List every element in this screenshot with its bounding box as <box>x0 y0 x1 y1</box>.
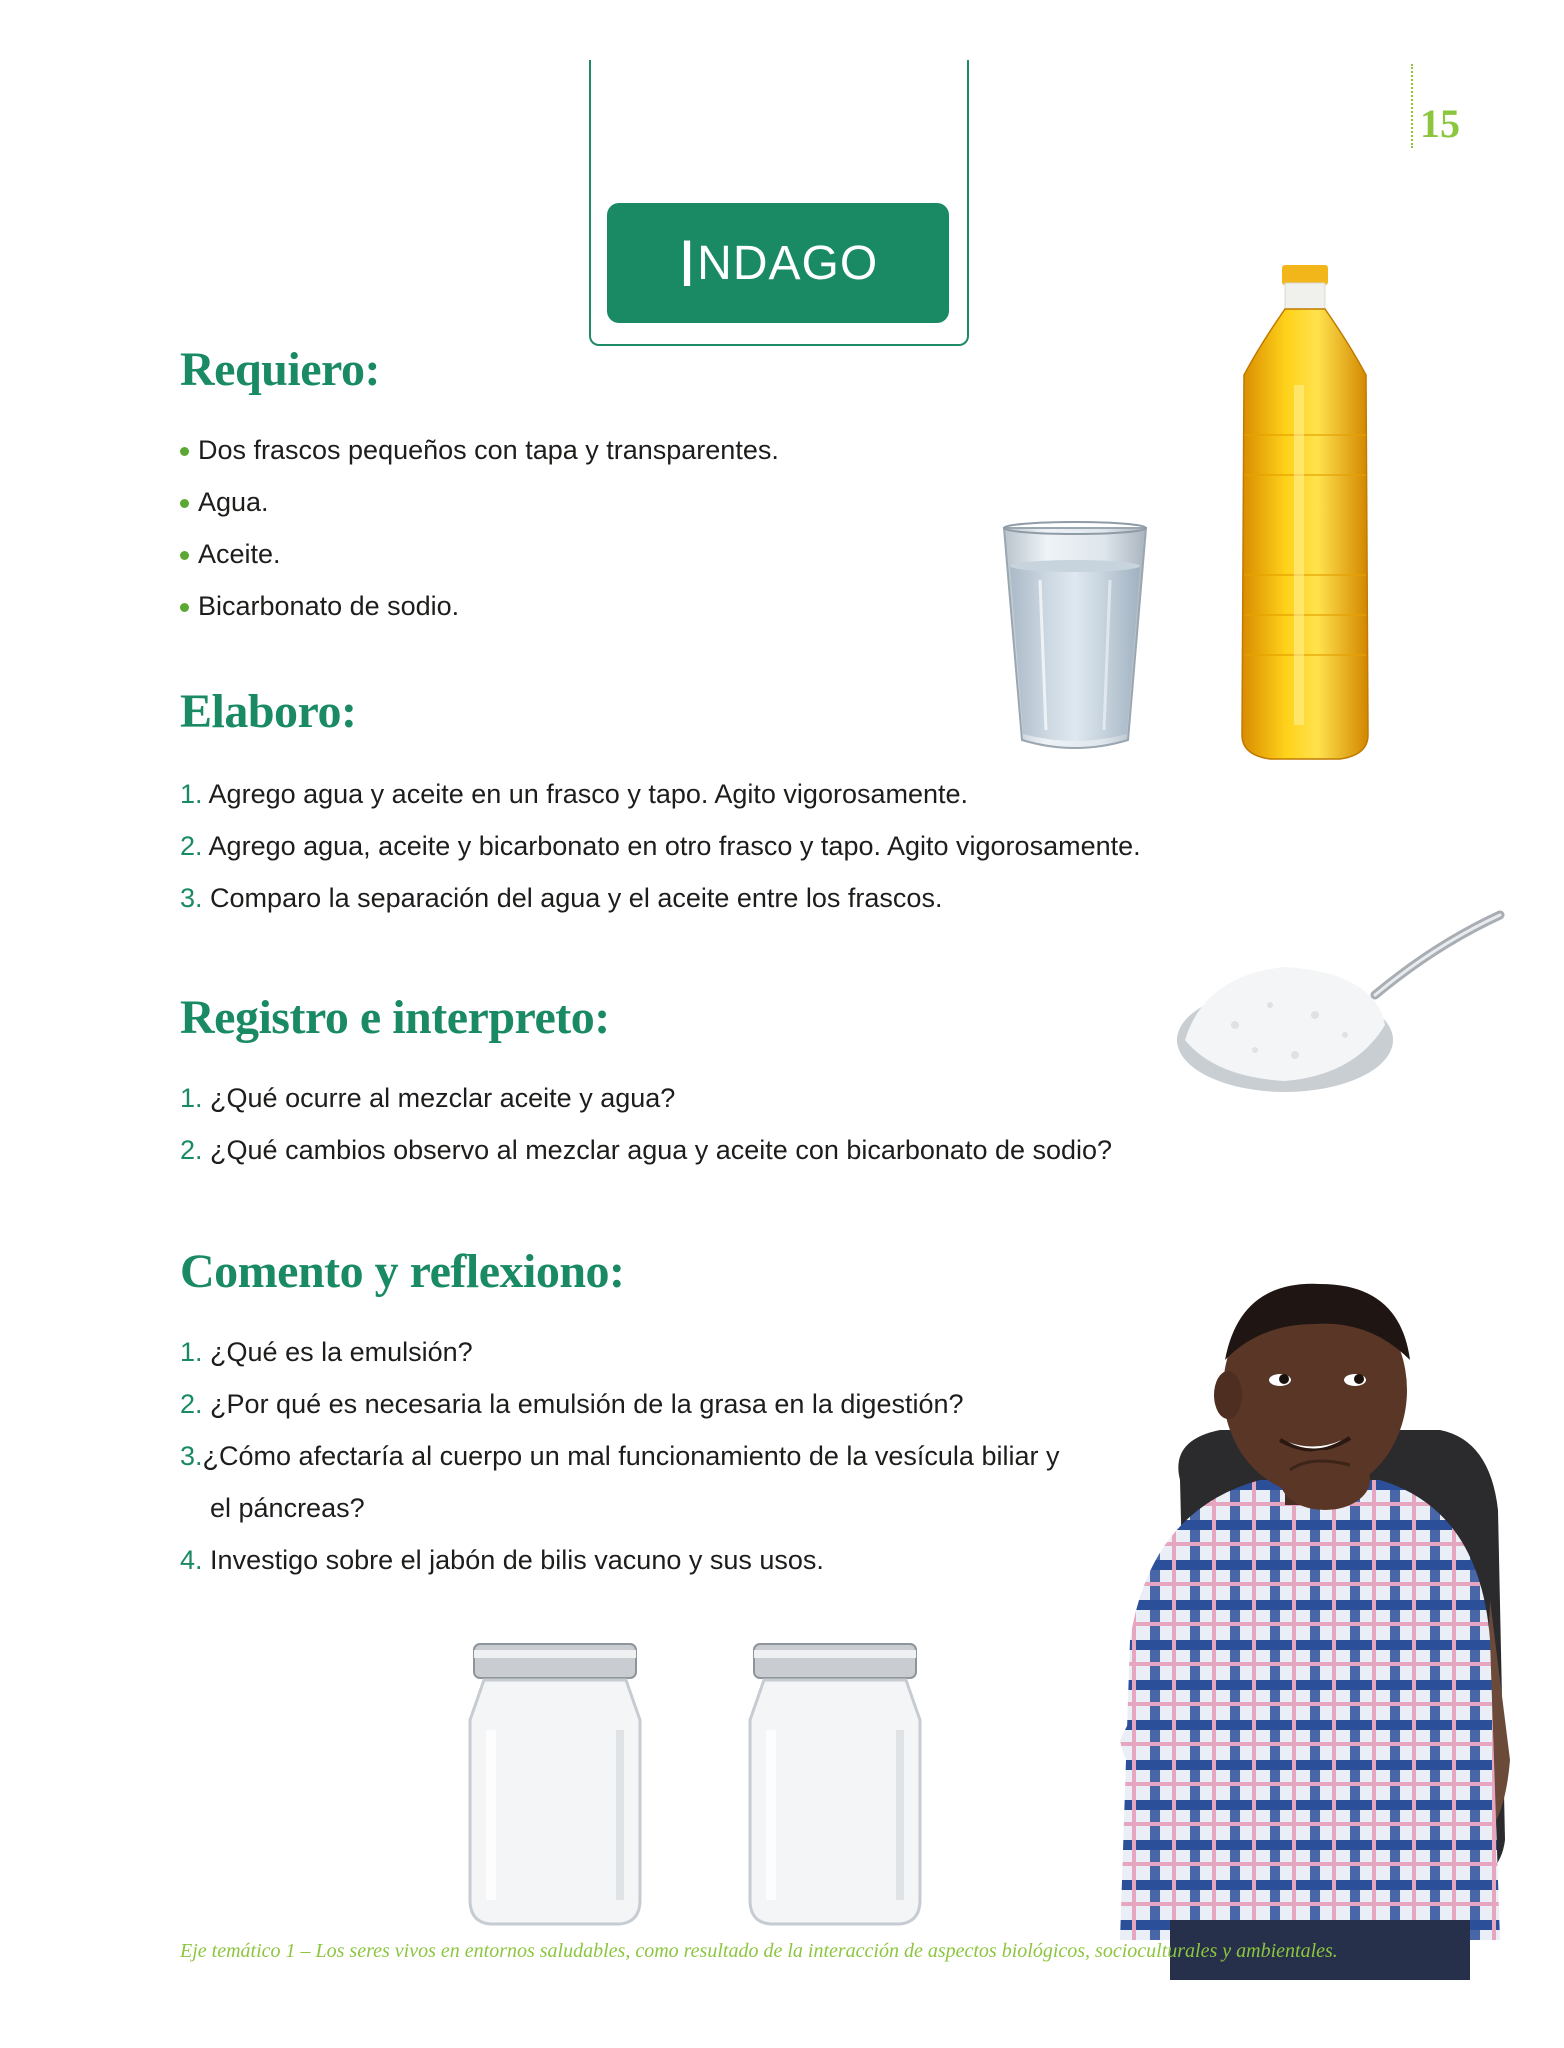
glass-jar-image <box>740 1640 930 1930</box>
item-text-continuation: el páncreas? <box>210 1493 365 1523</box>
item-text: ¿Qué cambios observo al mezclar agua y aceite con bicarbonato de sodio? <box>210 1135 1113 1165</box>
item-number: 2. <box>180 1135 203 1165</box>
oil-bottle-image <box>1230 265 1380 765</box>
item-text: Comparo la separación del agua y el aceite entre los frascos. <box>210 883 943 913</box>
banner-first-letter: I <box>677 226 698 300</box>
item-number: 2. <box>180 831 203 861</box>
water-glass-image <box>1000 520 1150 760</box>
spoon-baking-soda-image <box>1175 905 1505 1100</box>
item-number: 4. <box>180 1545 203 1575</box>
glass-jar-image <box>460 1640 650 1930</box>
section-banner <box>607 203 949 323</box>
questions-list <box>180 1072 1112 1176</box>
steps-list <box>180 768 1141 924</box>
footer-caption: Eje temático 1 – Los seres vivos en entornos saludables, como resultado de la interacción de aspectos biológicos, socioculturales y ambientales. <box>180 1940 1338 1962</box>
item-number: 2. <box>180 1389 203 1419</box>
list-item: Aceite. <box>178 528 779 580</box>
banner-text: NDAGO <box>697 236 879 290</box>
item-text: Agrego agua y aceite en un frasco y tapo. Agito vigorosamente. <box>208 779 969 809</box>
comento-title: Comento y reflexiono: <box>180 1245 625 1298</box>
item-number: 1. <box>180 1083 203 1113</box>
item-text: Agrego agua, aceite y bicarbonato en otro frasco y tapo. Agito vigorosamente. <box>208 831 1141 861</box>
list-item <box>180 1072 1112 1124</box>
reflection-list <box>180 1326 1059 1586</box>
registro-title: Registro e interpreto: <box>180 991 610 1044</box>
list-item <box>180 1326 1059 1378</box>
list-item <box>180 1124 1112 1176</box>
item-number: 3. <box>180 1441 203 1471</box>
elaboro-title: Elaboro: <box>180 685 357 738</box>
item-text: ¿Qué ocurre al mezclar aceite y agua? <box>210 1083 676 1113</box>
item-text: ¿Qué es la emulsión? <box>210 1337 473 1367</box>
list-item <box>180 820 1141 872</box>
item-number: 1. <box>180 779 203 809</box>
list-item: Dos frascos pequeños con tapa y transparentes. <box>178 424 779 476</box>
page-number: 15 <box>1420 101 1460 146</box>
item-text: ¿Cómo afectaría al cuerpo un mal funcionamiento de la vesícula biliar y <box>202 1441 1060 1471</box>
item-number: 3. <box>180 883 203 913</box>
item-number: 1. <box>180 1337 203 1367</box>
list-item: Agua. <box>178 476 779 528</box>
list-item <box>180 1534 1059 1586</box>
list-item <box>180 1430 1059 1534</box>
list-item: Bicarbonato de sodio. <box>178 580 779 632</box>
requiero-title: Requiero: <box>180 343 380 396</box>
page-number-rule <box>1411 64 1413 148</box>
list-item <box>180 768 1141 820</box>
list-item <box>180 872 1141 924</box>
item-text: ¿Por qué es necesaria la emulsión de la grasa en la digestión? <box>210 1389 964 1419</box>
materials-list <box>178 424 779 632</box>
item-text: Investigo sobre el jabón de bilis vacuno y sus usos. <box>210 1545 824 1575</box>
list-item <box>180 1378 1059 1430</box>
boy-thinking-image <box>1110 1280 1520 1980</box>
